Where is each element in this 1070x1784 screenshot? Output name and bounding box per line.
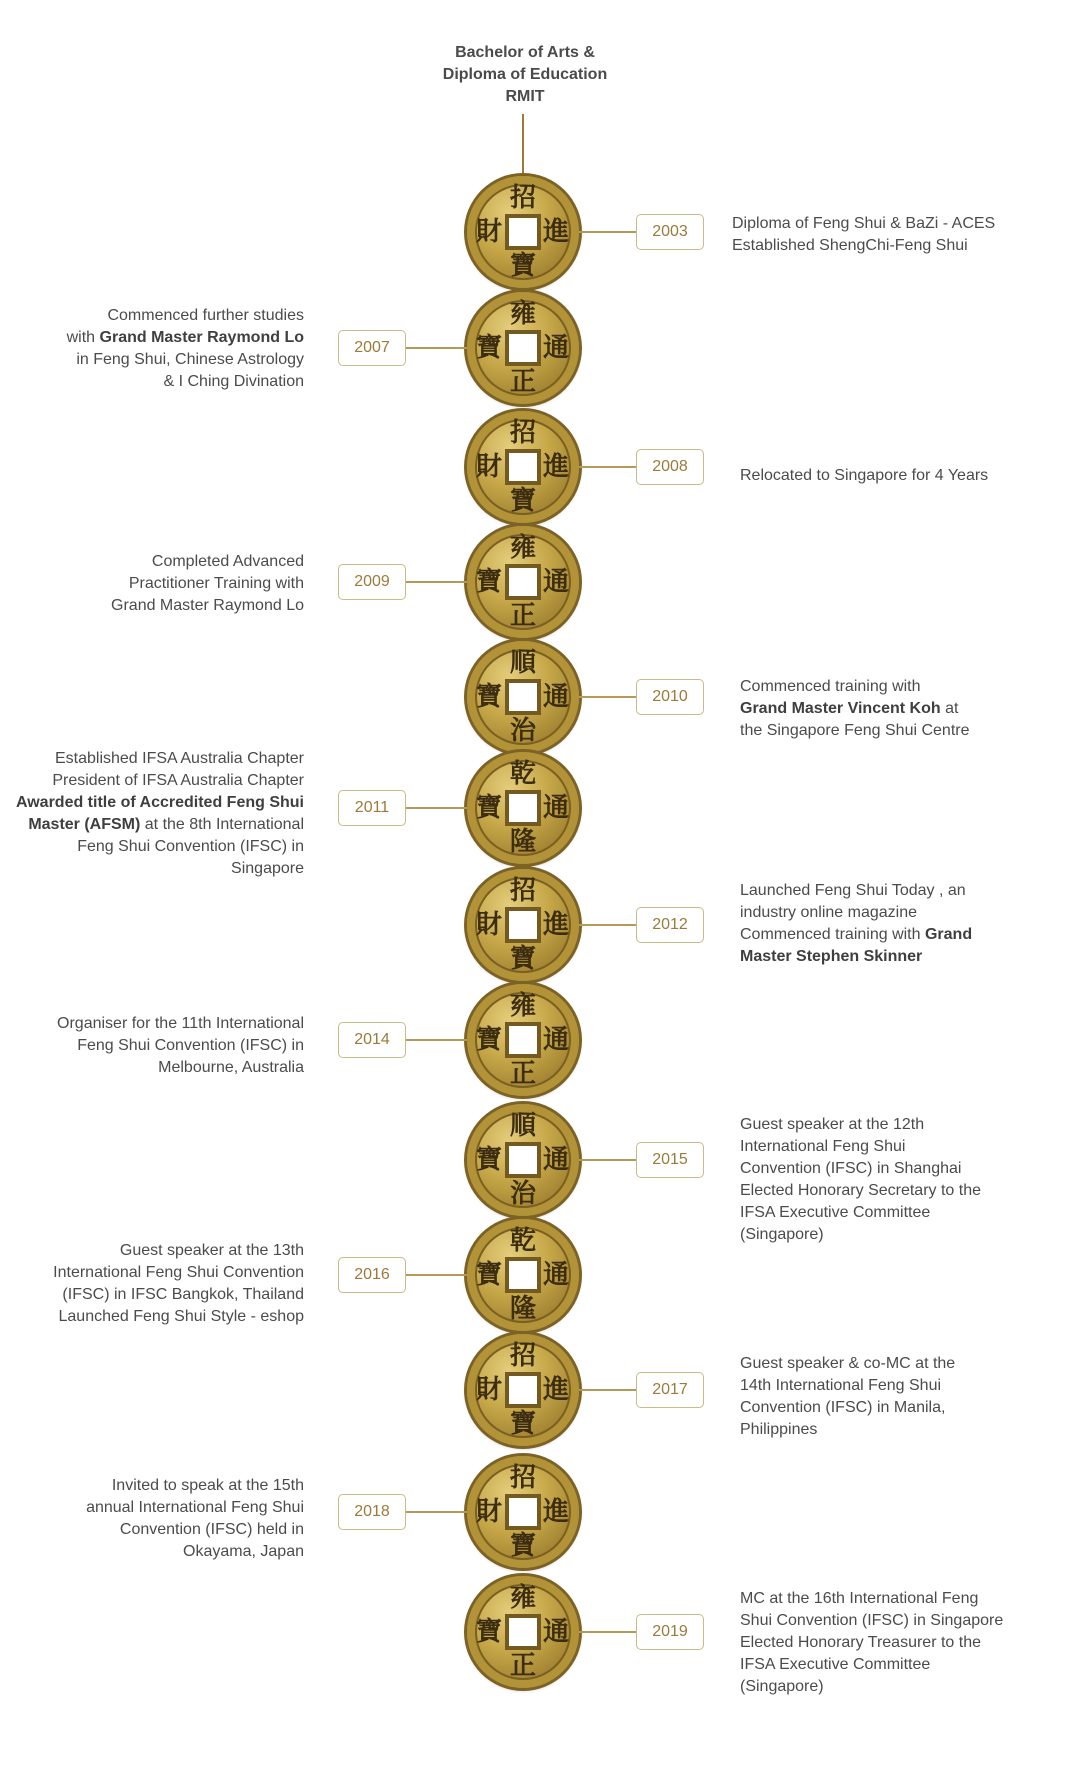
coin-square-hole xyxy=(509,568,537,596)
description-line xyxy=(57,1035,304,1057)
bold-text: Grand Master Vincent Koh xyxy=(740,700,941,717)
coin-glyph: 寶 xyxy=(476,1260,503,1290)
milestone-description-2010 xyxy=(740,676,969,742)
coin-glyph: 治 xyxy=(510,1179,537,1209)
text: International Feng Shui xyxy=(740,1138,906,1155)
year-badge-2011: 2011 xyxy=(338,790,406,826)
chinese-coin-icon xyxy=(467,1334,579,1446)
description-line xyxy=(86,1475,304,1497)
text: IFSA Executive Committee xyxy=(740,1204,931,1221)
text: (Singapore) xyxy=(740,1678,824,1695)
description-line xyxy=(111,595,304,617)
coin-glyph: 通 xyxy=(543,1617,570,1647)
chinese-coin-icon xyxy=(467,526,579,638)
coin-glyph: 寶 xyxy=(476,1025,503,1055)
description-line xyxy=(16,858,304,880)
text: Diploma of Feng Shui & BaZi - ACES xyxy=(732,215,996,232)
description-line xyxy=(740,1136,981,1158)
text: Relocated to Singapore for 4 Years xyxy=(740,467,989,484)
text: Organiser for the 11th International xyxy=(57,1015,304,1032)
description-line xyxy=(740,720,969,742)
coin-glyph: 正 xyxy=(510,601,537,631)
description-line xyxy=(740,1397,955,1419)
bold-text: Master Stephen Skinner xyxy=(740,948,923,965)
description-line xyxy=(16,792,304,814)
text: Completed Advanced xyxy=(151,553,304,570)
coin-glyph: 招 xyxy=(510,418,537,448)
coin-glyph: 寶 xyxy=(476,1145,503,1175)
description-line xyxy=(740,1632,1003,1654)
year-connector xyxy=(579,1631,636,1633)
year-badge-2008: 2008 xyxy=(636,449,704,485)
milestone-description-2018 xyxy=(86,1475,304,1563)
description-line xyxy=(740,1224,981,1246)
text: 14th International Feng Shui xyxy=(740,1377,942,1394)
description-line xyxy=(740,1419,955,1441)
milestone-description-2016 xyxy=(53,1240,304,1328)
description-line xyxy=(740,1375,955,1397)
coin-glyph: 招 xyxy=(510,876,537,906)
description-line xyxy=(740,1158,981,1180)
coin-square-hole xyxy=(509,1261,537,1289)
text: Practitioner Training with xyxy=(128,575,304,592)
coin-glyph: 正 xyxy=(510,1059,537,1089)
milestone-description-2009 xyxy=(111,551,304,617)
coin-square-hole xyxy=(509,911,537,939)
year-connector xyxy=(406,1274,467,1276)
description-line xyxy=(86,1519,304,1541)
text: International Feng Shui Convention xyxy=(53,1264,304,1281)
milestone-description-2007 xyxy=(67,305,304,393)
description-line xyxy=(740,880,972,902)
chinese-coin-icon xyxy=(467,1576,579,1688)
description-line xyxy=(53,1306,304,1328)
description-line xyxy=(740,946,972,968)
coin-glyph: 雍 xyxy=(510,991,537,1021)
milestone-description-2019 xyxy=(740,1588,1003,1698)
coin-glyph: 寶 xyxy=(476,333,503,363)
coin-glyph: 寶 xyxy=(510,486,537,516)
description-line xyxy=(740,1610,1003,1632)
year-badge-2019: 2019 xyxy=(636,1614,704,1650)
text: in Feng Shui, Chinese Astrology xyxy=(76,351,304,368)
coin-glyph: 寶 xyxy=(476,682,503,712)
milestone-description-2014 xyxy=(57,1013,304,1079)
text: Commenced training with xyxy=(740,678,921,695)
coin-glyph: 通 xyxy=(543,1145,570,1175)
coin-glyph: 順 xyxy=(510,1111,537,1141)
description-line xyxy=(16,748,304,770)
coin-square-hole xyxy=(509,453,537,481)
description-line xyxy=(86,1497,304,1519)
year-connector xyxy=(406,1511,467,1513)
coin-glyph: 寶 xyxy=(510,944,537,974)
coin-glyph: 財 xyxy=(476,452,503,482)
coin-glyph: 進 xyxy=(543,217,570,247)
text: Elected Honorary Secretary to the xyxy=(740,1182,982,1199)
description-line xyxy=(740,1180,981,1202)
coin-glyph: 寶 xyxy=(476,567,503,597)
chinese-coin-icon xyxy=(467,641,579,753)
coin-glyph: 雍 xyxy=(510,299,537,329)
description-line xyxy=(67,305,304,327)
description-line xyxy=(16,836,304,858)
chinese-coin-icon xyxy=(467,1104,579,1216)
coin-square-hole xyxy=(509,218,537,246)
year-badge-2018: 2018 xyxy=(338,1494,406,1530)
description-line xyxy=(740,902,972,924)
chinese-coin-icon xyxy=(467,292,579,404)
coin-glyph: 順 xyxy=(510,648,537,678)
coin-glyph: 寶 xyxy=(476,793,503,823)
description-line xyxy=(111,551,304,573)
coin-glyph: 進 xyxy=(543,910,570,940)
coin-glyph: 正 xyxy=(510,367,537,397)
coin-glyph: 寶 xyxy=(476,1617,503,1647)
text: Convention (IFSC) held in xyxy=(119,1521,304,1538)
text: Established IFSA Australia Chapter xyxy=(54,750,304,767)
text: Convention (IFSC) in Manila, xyxy=(740,1399,946,1416)
year-connector xyxy=(579,466,636,468)
year-connector xyxy=(579,924,636,926)
coin-square-hole xyxy=(509,334,537,362)
coin-glyph: 通 xyxy=(543,567,570,597)
year-connector xyxy=(579,696,636,698)
text: MC at the 16th International Feng xyxy=(740,1590,979,1607)
year-badge-2017: 2017 xyxy=(636,1372,704,1408)
coin-glyph: 正 xyxy=(510,1651,537,1681)
description-line xyxy=(732,235,995,257)
chinese-coin-icon xyxy=(467,411,579,523)
coin-square-hole xyxy=(509,683,537,711)
description-line xyxy=(86,1541,304,1563)
coin-square-hole xyxy=(509,1146,537,1174)
milestone-description-2012 xyxy=(740,880,972,968)
coin-glyph: 雍 xyxy=(510,1583,537,1613)
text: Guest speaker & co-MC at the xyxy=(740,1355,956,1372)
education-line-2: Diploma of Education xyxy=(442,66,608,83)
chinese-coin-icon xyxy=(467,869,579,981)
year-connector xyxy=(579,1389,636,1391)
coin-glyph: 進 xyxy=(543,452,570,482)
description-line xyxy=(740,1353,955,1375)
coin-glyph: 通 xyxy=(543,682,570,712)
text: Okayama, Japan xyxy=(183,1543,304,1560)
text: at xyxy=(940,700,959,717)
coin-glyph: 財 xyxy=(476,217,503,247)
coin-glyph: 隆 xyxy=(510,827,537,857)
year-connector xyxy=(579,231,636,233)
coin-glyph: 財 xyxy=(476,1375,503,1405)
education-line-1: Bachelor of Arts & xyxy=(455,44,595,61)
text: Grand Master Raymond Lo xyxy=(111,597,304,614)
text: annual International Feng Shui xyxy=(86,1499,304,1516)
coin-glyph: 治 xyxy=(510,716,537,746)
coin-glyph: 財 xyxy=(476,1497,503,1527)
description-line xyxy=(740,1114,981,1136)
description-line xyxy=(67,371,304,393)
coin-square-hole xyxy=(509,794,537,822)
text: Commenced further studies xyxy=(107,307,304,324)
coin-glyph: 雍 xyxy=(510,533,537,563)
text: IFSA Executive Committee xyxy=(740,1656,931,1673)
year-connector xyxy=(406,1039,467,1041)
year-connector xyxy=(406,581,467,583)
coin-glyph: 財 xyxy=(476,910,503,940)
description-line xyxy=(740,1202,981,1224)
chinese-coin-icon xyxy=(467,1456,579,1568)
text: Elected Honorary Treasurer to the xyxy=(740,1634,982,1651)
description-line xyxy=(111,573,304,595)
text: Melbourne, Australia xyxy=(158,1059,304,1076)
text: Singapore xyxy=(231,860,304,877)
description-line xyxy=(732,213,995,235)
text: Established ShengChi-Feng Shui xyxy=(732,237,968,254)
year-badge-2010: 2010 xyxy=(636,679,704,715)
year-badge-2014: 2014 xyxy=(338,1022,406,1058)
description-line xyxy=(16,814,304,836)
description-line xyxy=(740,1654,1003,1676)
bold-text: Grand Master Raymond Lo xyxy=(99,329,304,346)
text: Invited to speak at the 15th xyxy=(111,1477,304,1494)
text: (Singapore) xyxy=(740,1226,824,1243)
milestone-description-2008 xyxy=(740,465,988,487)
chinese-coin-icon xyxy=(467,984,579,1096)
chinese-coin-icon xyxy=(467,176,579,288)
year-badge-2015: 2015 xyxy=(636,1142,704,1178)
coin-glyph: 招 xyxy=(510,183,537,213)
description-line xyxy=(740,465,988,487)
description-line xyxy=(16,770,304,792)
year-connector xyxy=(406,807,467,809)
description-line xyxy=(740,1588,1003,1610)
milestone-description-2017 xyxy=(740,1353,955,1441)
text: Guest speaker at the 12th xyxy=(740,1116,925,1133)
coin-glyph: 隆 xyxy=(510,1294,537,1324)
coin-square-hole xyxy=(509,1376,537,1404)
text: Launched Feng Shui Today , an xyxy=(740,882,966,899)
coin-glyph: 進 xyxy=(543,1497,570,1527)
coin-glyph: 進 xyxy=(543,1375,570,1405)
description-line xyxy=(740,1676,1003,1698)
timeline-stem xyxy=(522,114,524,182)
text: Guest speaker at the 13th xyxy=(119,1242,304,1259)
coin-square-hole xyxy=(509,1498,537,1526)
coin-glyph: 乾 xyxy=(510,1226,537,1256)
text: Shui Convention (IFSC) in Singapore xyxy=(740,1612,1004,1629)
milestone-description-2003 xyxy=(732,213,995,257)
milestone-description-2011 xyxy=(16,748,304,880)
description-line xyxy=(67,327,304,349)
text: & I Ching Divination xyxy=(163,373,304,390)
description-line xyxy=(57,1013,304,1035)
text: Feng Shui Convention (IFSC) in xyxy=(77,1037,304,1054)
chinese-coin-icon xyxy=(467,1219,579,1331)
coin-glyph: 通 xyxy=(543,333,570,363)
year-badge-2009: 2009 xyxy=(338,564,406,600)
description-line xyxy=(740,676,969,698)
year-badge-2007: 2007 xyxy=(338,330,406,366)
coin-glyph: 通 xyxy=(543,1260,570,1290)
coin-glyph: 乾 xyxy=(510,759,537,789)
description-line xyxy=(740,924,972,946)
description-line xyxy=(53,1284,304,1306)
text: Commenced training with xyxy=(740,926,925,943)
text: President of IFSA Australia Chapter xyxy=(52,772,304,789)
text: Launched Feng Shui Style - eshop xyxy=(58,1308,304,1325)
coin-square-hole xyxy=(509,1026,537,1054)
text: with xyxy=(66,329,100,346)
coin-glyph: 通 xyxy=(543,793,570,823)
text: at the 8th International xyxy=(140,816,304,833)
description-line xyxy=(53,1240,304,1262)
coin-glyph: 寶 xyxy=(510,1531,537,1561)
coin-glyph: 通 xyxy=(543,1025,570,1055)
description-line xyxy=(57,1057,304,1079)
text: Convention (IFSC) in Shanghai xyxy=(740,1160,962,1177)
bold-text: Grand xyxy=(924,926,973,943)
description-line xyxy=(67,349,304,371)
coin-glyph: 招 xyxy=(510,1341,537,1371)
year-badge-2016: 2016 xyxy=(338,1257,406,1293)
year-connector xyxy=(579,1159,636,1161)
education-line-3: RMIT xyxy=(505,88,545,105)
text: Feng Shui Convention (IFSC) in xyxy=(77,838,304,855)
bold-text: Awarded title of Accredited Feng Shui xyxy=(15,794,304,811)
text: Philippines xyxy=(740,1421,818,1438)
bold-text: Master (AFSM) xyxy=(28,816,141,833)
description-line xyxy=(740,698,969,720)
milestone-description-2015 xyxy=(740,1114,981,1246)
education-heading xyxy=(390,42,660,108)
text: (IFSC) in IFSC Bangkok, Thailand xyxy=(62,1286,304,1303)
year-connector xyxy=(406,347,467,349)
year-badge-2012: 2012 xyxy=(636,907,704,943)
coin-glyph: 寶 xyxy=(510,1409,537,1439)
coin-glyph: 招 xyxy=(510,1463,537,1493)
description-line xyxy=(53,1262,304,1284)
coin-square-hole xyxy=(509,1618,537,1646)
text: the Singapore Feng Shui Centre xyxy=(740,722,970,739)
coin-glyph: 寶 xyxy=(510,251,537,281)
year-badge-2003: 2003 xyxy=(636,214,704,250)
chinese-coin-icon xyxy=(467,752,579,864)
text: industry online magazine xyxy=(740,904,917,921)
